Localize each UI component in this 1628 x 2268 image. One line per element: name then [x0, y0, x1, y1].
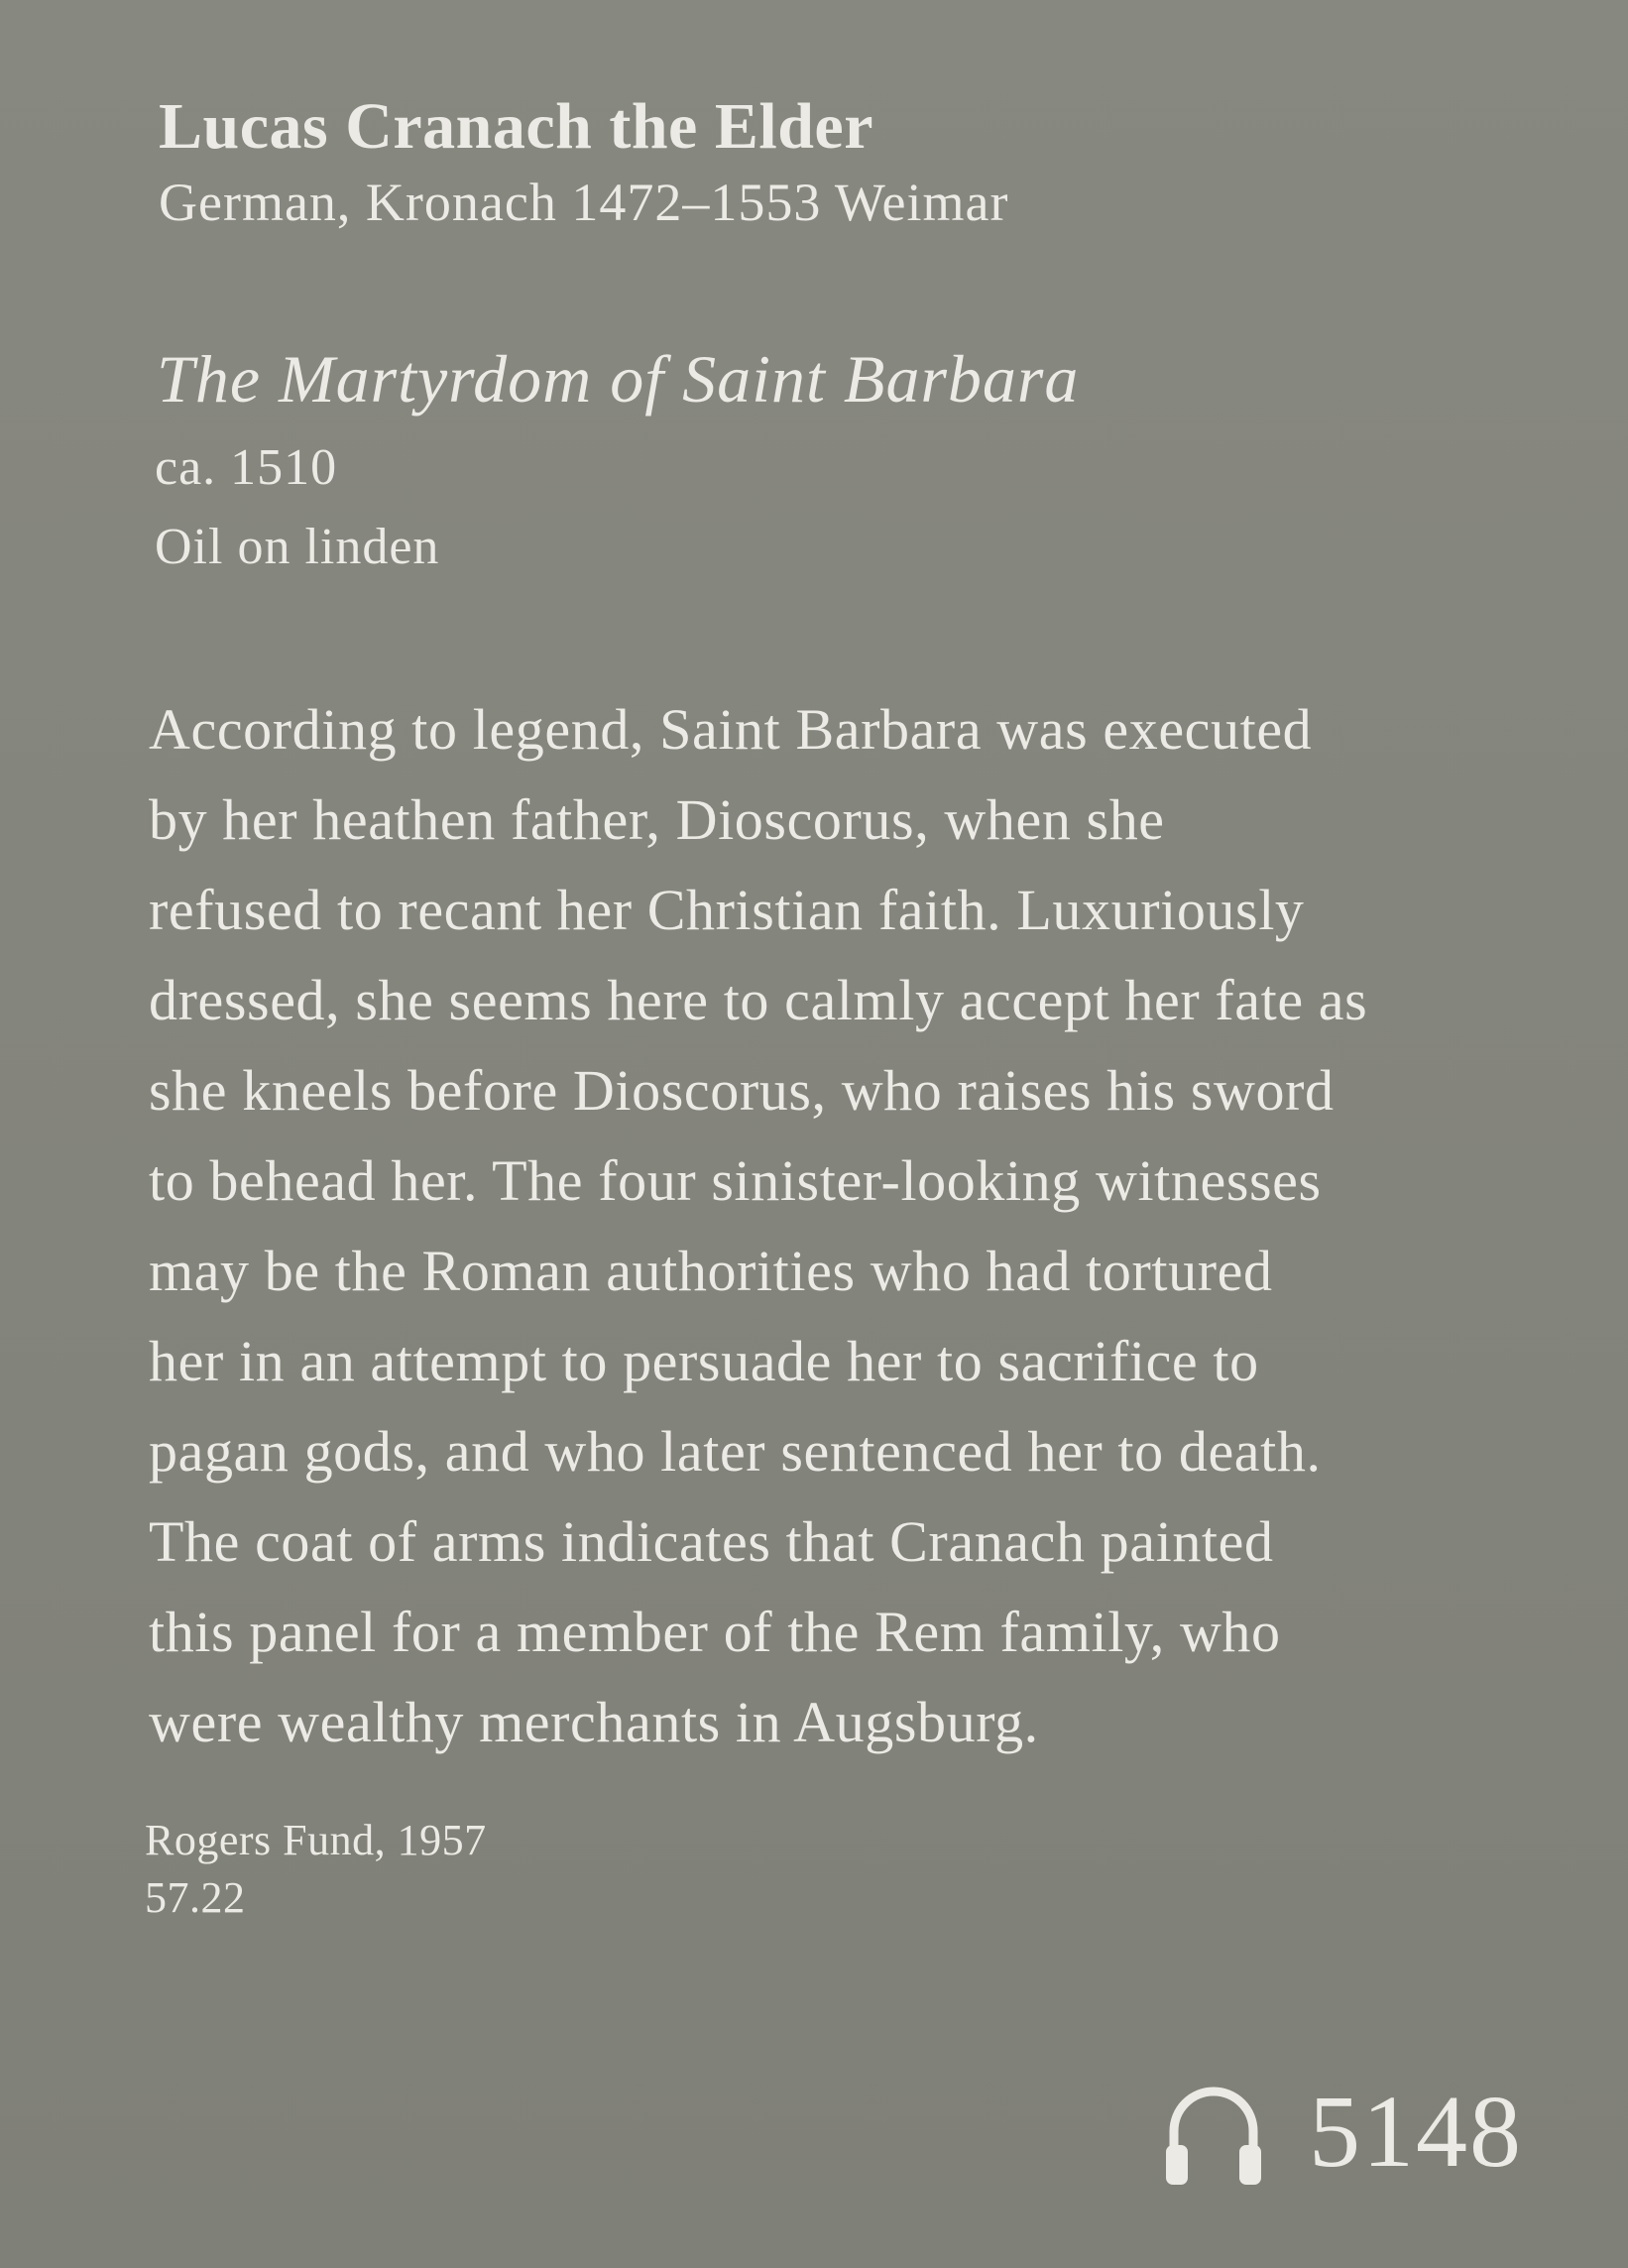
- description-line: dressed, she seems here to calmly accept her fate as: [149, 968, 1368, 1032]
- accession-number: 57.22: [145, 1873, 246, 1922]
- description-line: to behead her. The four sinister-looking witnesses: [149, 1148, 1322, 1213]
- description-line: refused to recant her Christian faith. Luxuriously: [149, 878, 1305, 942]
- artist-bio: German, Kronach 1472–1553 Weimar: [159, 173, 1009, 232]
- description-line: may be the Roman authorities who had tortured: [149, 1239, 1273, 1303]
- description-text: [149, 684, 1537, 1767]
- description-line: The coat of arms indicates that Cranach painted: [149, 1509, 1274, 1574]
- credit-line: Rogers Fund, 1957: [145, 1816, 487, 1864]
- description-line: she kneels before Dioscorus, who raises his sword: [149, 1058, 1335, 1123]
- description-line: According to legend, Saint Barbara was executed: [149, 697, 1313, 762]
- description-line: were wealthy merchants in Augsburg.: [149, 1690, 1039, 1754]
- description-line: this panel for a member of the Rem family, who: [149, 1600, 1281, 1664]
- artwork-title: The Martyrdom of Saint Barbara: [157, 341, 1080, 417]
- audio-guide-number: 5148: [1309, 2075, 1523, 2189]
- artwork-medium: Oil on linden: [155, 519, 440, 575]
- headphones-icon: [1162, 2078, 1265, 2187]
- description-line: pagan gods, and who later sentenced her to death.: [149, 1419, 1322, 1484]
- audio-guide: [1162, 2073, 1523, 2192]
- description-line: by her heathen father, Dioscorus, when she: [149, 787, 1165, 852]
- artist-name: Lucas Cranach the Elder: [159, 90, 873, 163]
- artwork-date: ca. 1510: [155, 439, 338, 496]
- description-line: her in an attempt to persuade her to sacrifice to: [149, 1329, 1259, 1393]
